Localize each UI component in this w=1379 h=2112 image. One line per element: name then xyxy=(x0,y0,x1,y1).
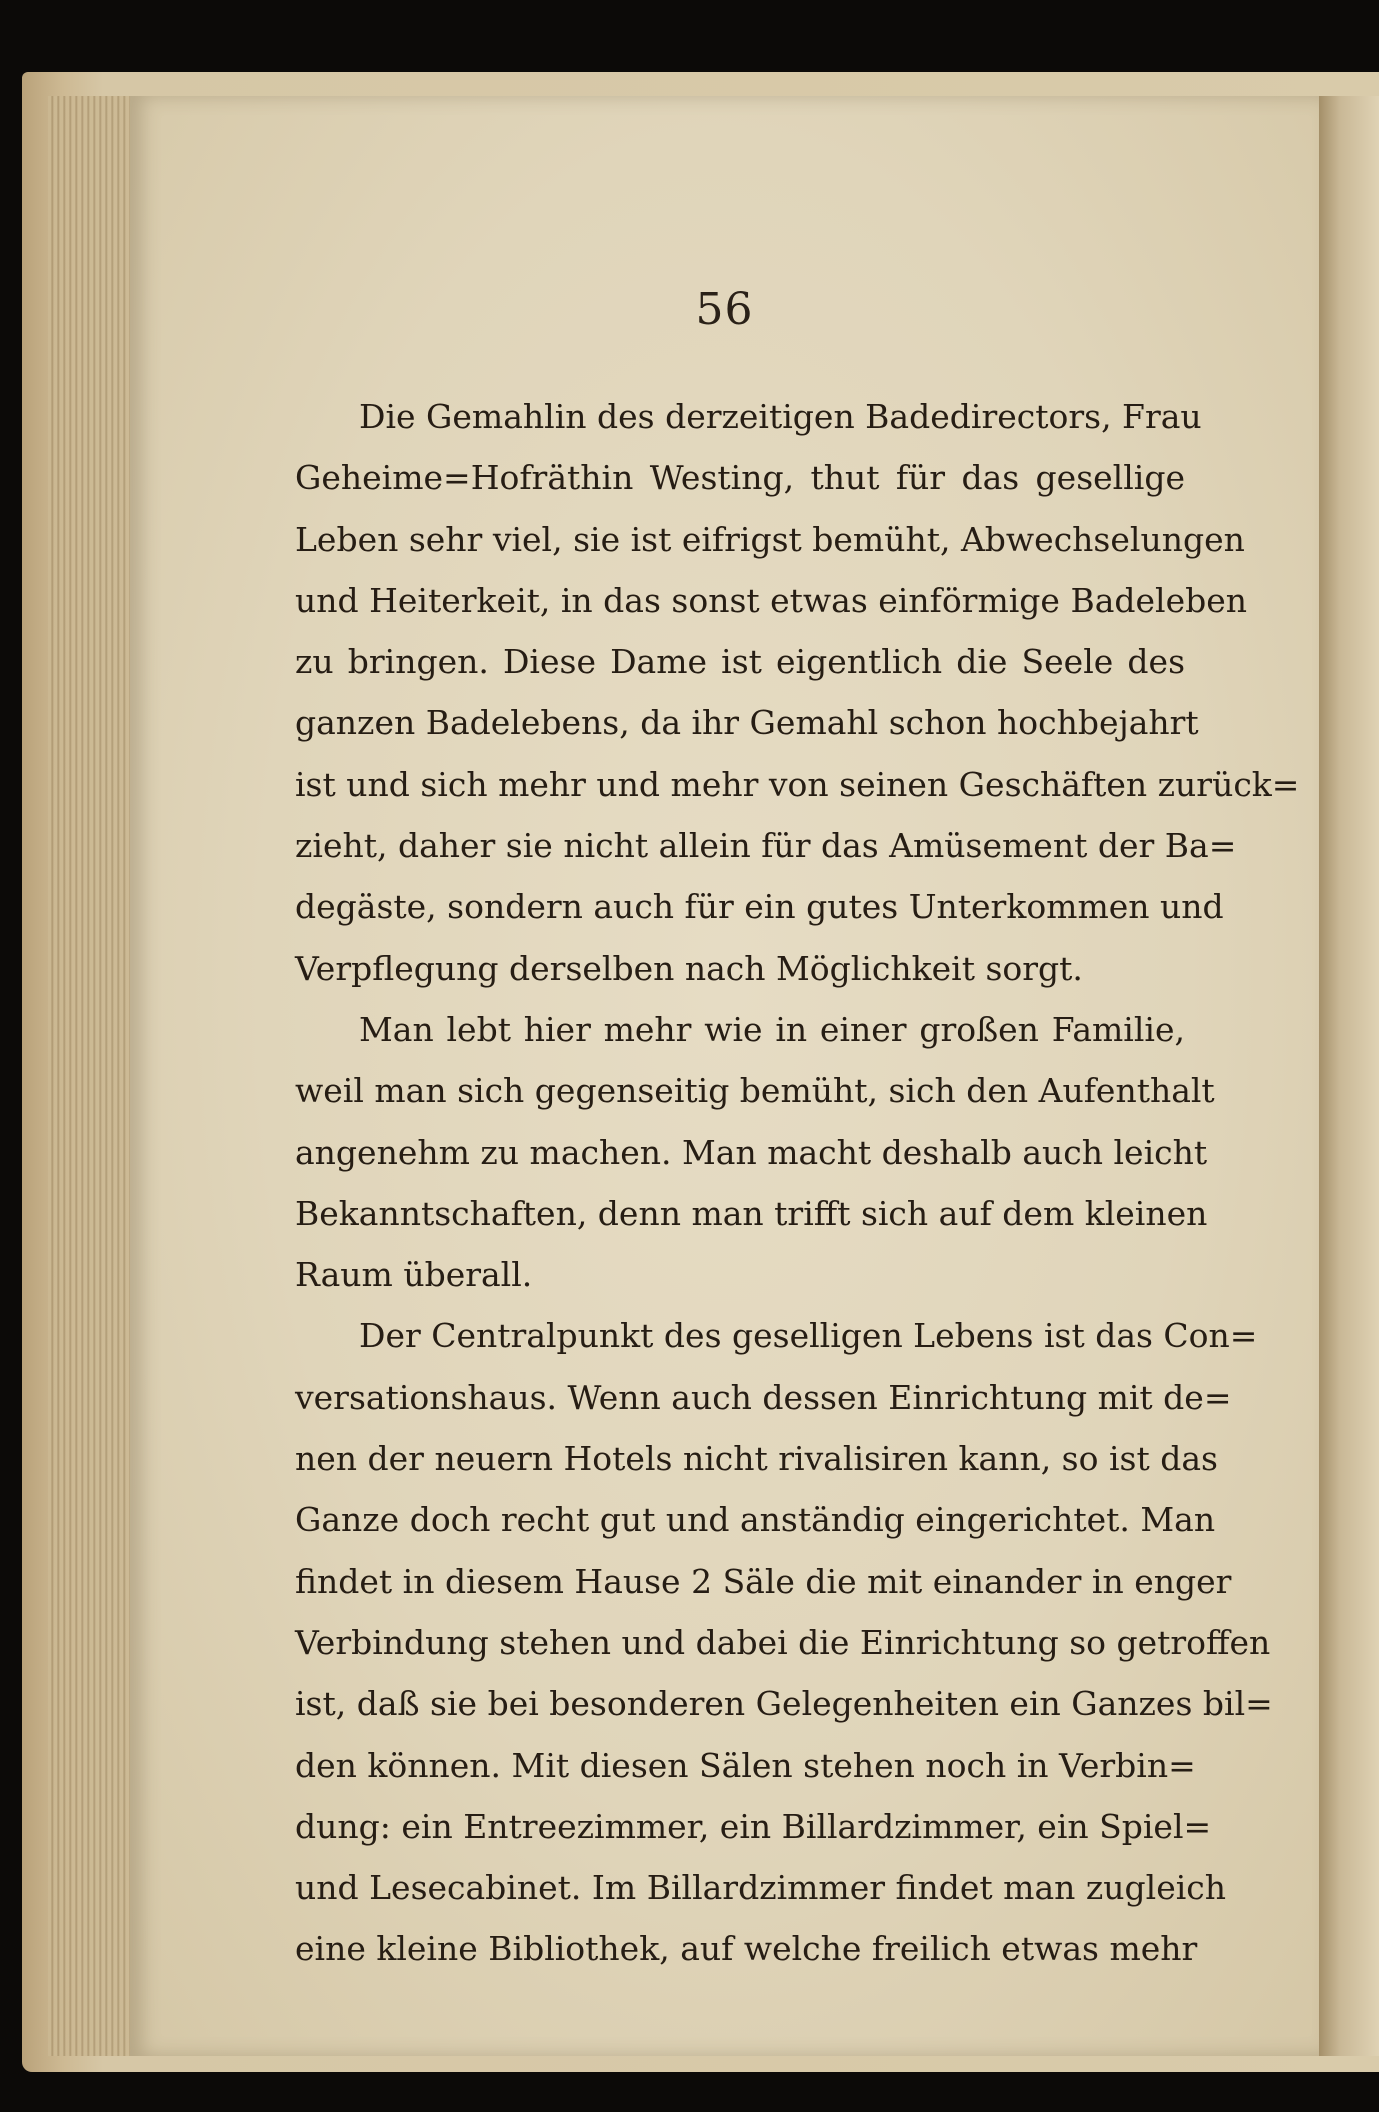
text-line: den können. Mit diesen Sälen stehen noch in Verbin= xyxy=(295,1745,1196,1785)
text-block xyxy=(295,386,1300,1980)
text-line: versationshaus. Wenn auch dessen Einrichtung mit de= xyxy=(295,1377,1232,1417)
text-line: angenehm zu machen. Man macht deshalb auch leicht xyxy=(295,1132,1208,1172)
page-number: 56 xyxy=(695,284,754,335)
text-line: Ganze doch recht gut und anständig eingerichtet. Man xyxy=(295,1500,1216,1540)
text-line: eine kleine Bibliothek, auf welche freilich etwas mehr xyxy=(295,1929,1198,1969)
text-line: degäste, sondern auch für ein gutes Unterkommen und xyxy=(295,887,1224,927)
text-line: ist und sich mehr und mehr von seinen Geschäften zurück= xyxy=(295,764,1300,804)
text-line: und Lesecabinet. Im Billardzimmer findet man zugleich xyxy=(295,1868,1227,1908)
text-line: zieht, daher sie nicht allein für das Amüsement der Ba= xyxy=(295,826,1237,866)
text-line: Raum überall. xyxy=(295,1255,533,1295)
text-line: Die Gemahlin des derzeitigen Badedirectors, Frau xyxy=(359,397,1202,436)
text-line: Geheime=Hofräthin Westing, thut für das gesellige xyxy=(295,458,1185,498)
text-line: Verpflegung derselben nach Möglichkeit sorgt. xyxy=(295,948,1083,988)
text-line: und Heiterkeit, in das sonst etwas einförmige Badeleben xyxy=(295,580,1248,620)
text-line: Verbindung stehen und dabei die Einrichtung so getroffen xyxy=(295,1622,1271,1662)
text-line: Leben sehr viel, sie ist eifrigst bemüht, Abwechselungen xyxy=(295,519,1245,559)
text-line: zu bringen. Diese Dame ist eigentlich die Seele des xyxy=(295,642,1185,682)
text-line: dung: ein Entreezimmer, ein Billardzimmer, ein Spiel= xyxy=(295,1806,1212,1846)
text-line: weil man sich gegenseitig bemüht, sich den Aufenthalt xyxy=(295,1071,1215,1111)
text-line: Der Centralpunkt des geselligen Lebens ist das Con= xyxy=(359,1316,1258,1356)
text-line: ist, daß sie bei besonderen Gelegenheiten ein Ganzes bil= xyxy=(295,1684,1273,1724)
page xyxy=(130,96,1319,2056)
page-gutter xyxy=(1319,96,1379,2056)
text-line: ganzen Badelebens, da ihr Gemahl schon hochbejahrt xyxy=(295,703,1199,743)
text-line: findet in diesem Hause 2 Säle die mit einander in enger xyxy=(295,1561,1232,1601)
text-line: Bekanntschaften, denn man trifft sich auf dem kleinen xyxy=(295,1193,1208,1233)
text-line: nen der neuern Hotels nicht rivalisiren kann, so ist das xyxy=(295,1439,1218,1479)
text-line: Man lebt hier mehr wie in einer großen Familie, xyxy=(359,1009,1185,1049)
